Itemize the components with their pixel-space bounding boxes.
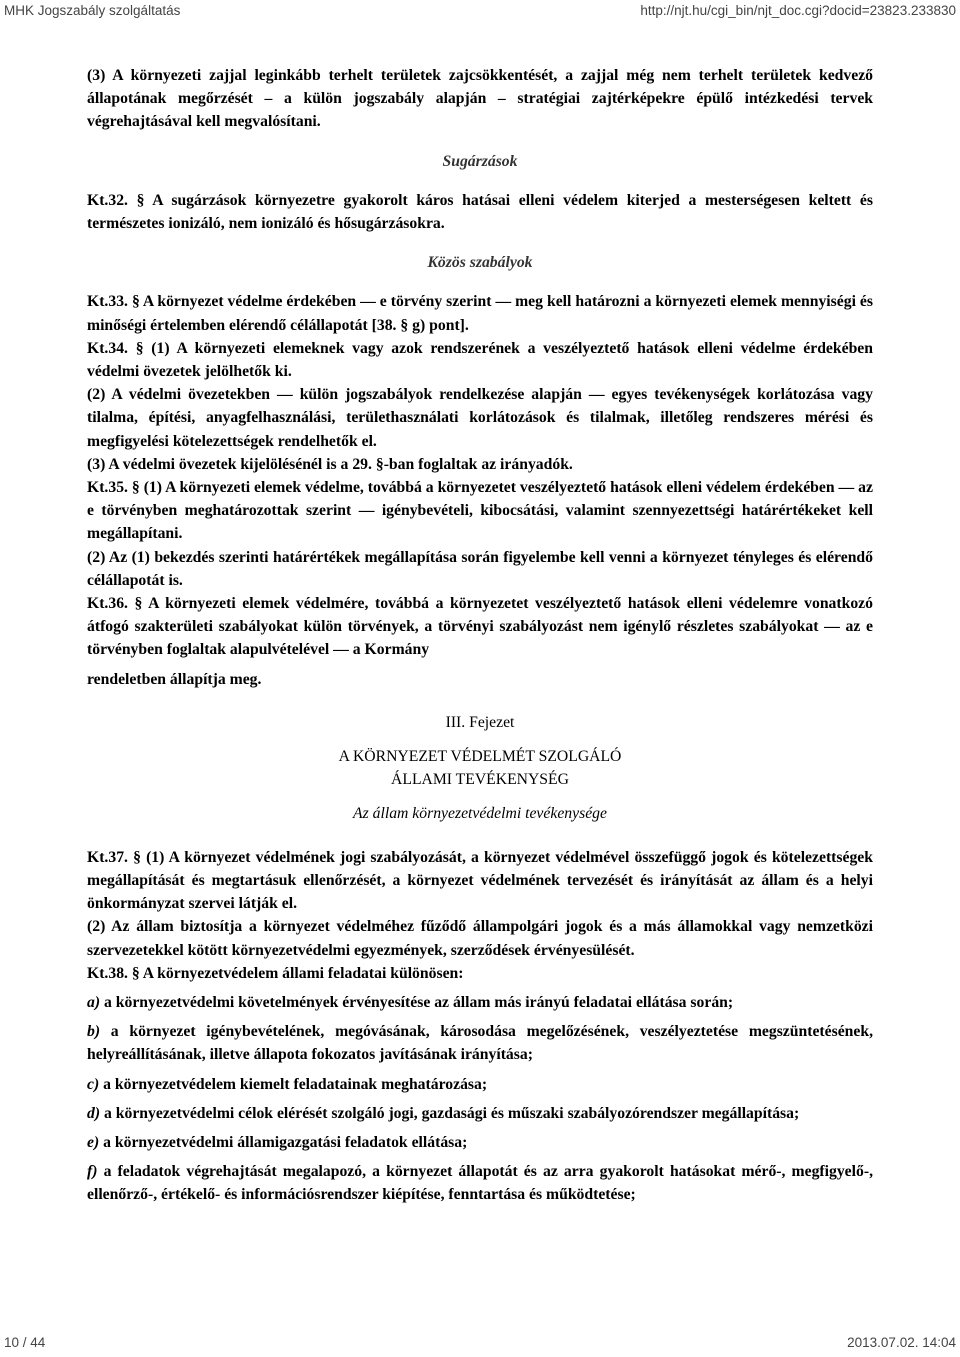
item-d xyxy=(87,1102,873,1125)
item-c-label: c) xyxy=(87,1075,100,1093)
item-e-label: e) xyxy=(87,1133,100,1151)
item-b-text: a környezet igénybevételének, megóvásának, károsodása megelőzésének, veszélyeztetése megszüntetésének, helyreállításának, illetve állapota fokozatos javításának irányítása; xyxy=(87,1023,873,1064)
section-kt34-2: (2) A védelmi övezetekben — külön jogszabályok rendelkezése alapján — egyes tevékenységek korlátozása vagy tilalma, építési, anyagfelhasználási, területhasználati korlátozások és tilalmak, illetőleg rendszeres mérési és megfigyelési kötelezettségek rendelhetők el. xyxy=(87,386,873,450)
heading-sugarzasok: Sugárzások xyxy=(442,152,518,170)
section-kt32: Kt.32. § A sugárzások környezetre gyakorolt káros hatásai elleni védelem kiterjed a mesterségesen keltett és természetes ionizáló, nem ionizáló és hősugárzásokra. xyxy=(87,191,873,233)
section-kt37-1: Kt.37. § (1) A környezet védelmének jogi szabályozását, a környezet védelmével összefüggő jogok és kötelezettségek megállapítását és megtartásuk ellenőrzését, a környezet védelmének tervezését és irányítását az állam és a helyi önkormányzat szervei látják el. xyxy=(87,848,873,913)
item-a-label: a) xyxy=(87,993,101,1011)
item-c xyxy=(87,1073,873,1096)
section-kt38: Kt.38. § A környezetvédelem állami feladatai különösen: xyxy=(87,964,464,982)
item-f-label: f) xyxy=(87,1163,98,1181)
print-datetime: 2013.07.02. 14:04 xyxy=(847,1335,956,1350)
item-c-text: a környezetvédelem kiemelt feladatainak meghatározása; xyxy=(99,1075,488,1093)
section-kt35-1: Kt.35. § (1) A környezeti elemek védelme, továbbá a környezetet veszélyeztető hatások elleni védelem érdekében — az e törvényben meghatározottak szerint — igénybevételi, kibocsátási, valamint szennyezettségi határértékeket kell megállapítani. xyxy=(87,479,873,543)
section-kt37-2: (2) Az állam biztosítja a környezet védelméhez fűződő állampolgári jogok és a más államokkal vagy nemzetközi szervezetekkel kötött környezetvédelmi egyezmények, szerződések érvényesülését. xyxy=(87,918,873,959)
chapter-subtitle: Az állam környezetvédelmi tevékenysége xyxy=(353,805,607,823)
header-url[interactable]: http://njt.hu/cgi_bin/njt_doc.cgi?docid=23823.233830 xyxy=(640,3,956,18)
page-number: 10 / 44 xyxy=(4,1335,46,1350)
page-footer xyxy=(4,1335,956,1353)
item-b xyxy=(87,1020,873,1066)
chapter-title-line1: A KÖRNYEZET VÉDELMÉT SZOLGÁLÓ xyxy=(338,748,622,766)
item-e-text: a környezetvédelmi államigazgatási feladatok ellátása; xyxy=(99,1133,468,1151)
item-f-text: a feladatok végrehajtását megalapozó, a környezet állapotát és az arra gyakorolt hatásokat mérő-, megfigyelő-, ellenőrző-, értékelő- és információsrendszer kiépítése, fenntartása és működtetése; xyxy=(87,1163,873,1204)
chapter-title-line2: ÁLLAMI TEVÉKENYSÉG xyxy=(391,771,569,789)
section-kt35-2: (2) Az (1) bekezdés szerinti határértékek megállapítása során figyelembe kell venni a környezet tényleges és elérendő célállapotát is. xyxy=(87,548,873,589)
item-d-label: d) xyxy=(87,1104,101,1122)
section-kt34-3: (3) A védelmi övezetek kijelölésénél is a 29. §-ban foglaltak az irányadók. xyxy=(87,455,573,473)
item-b-label: b) xyxy=(87,1023,101,1041)
item-f xyxy=(87,1160,873,1206)
section-kt34-1: Kt.34. § (1) A környezeti elemeknek vagy azok rendszerének a veszélyeztető hatások elleni védelme érdekében védelmi övezetek jelölhetők ki. xyxy=(87,339,873,381)
section-kt33: Kt.33. § A környezet védelme érdekében — e törvény szerint — meg kell határozni a környezeti elemek mennyiségi és minőségi értelemben elérendő célállapotát [38. § g) pont]. xyxy=(87,293,873,334)
document-body xyxy=(87,64,873,1207)
section-kt36: Kt.36. § A környezeti elemek védelmére, továbbá a környezetet veszélyeztető hatások elleni védelemre vonatkozó átfogó szakterületi szabályokat külön törvények, a törvényi szabályozást nem igénylő részletes szabályokat — az e törvényben foglaltak alapulvételével — a Kormány xyxy=(87,595,873,659)
item-a xyxy=(87,991,873,1014)
section-kt36-end: rendeletben állapítja meg. xyxy=(87,670,262,688)
chapter-number: III. Fejezet xyxy=(445,713,515,731)
item-a-text: a környezetvédelmi követelmények érvényesítése az állam más irányú feladatai ellátása során; xyxy=(100,993,734,1011)
page-header xyxy=(4,3,956,23)
heading-kozos-szabalyok: Közös szabályok xyxy=(427,254,533,272)
paragraph-3-zaj: (3) A környezeti zajjal leginkább terhelt területek zajcsökkentését, a zajjal még nem terhelt területek kedvező állapotának megőrzését – a külön jogszabály alapján – stratégiai zajtérképekre épülő intézkedési tervek végrehajtásával kell megvalósítani. xyxy=(87,67,873,131)
item-d-text: a környezetvédelmi célok elérését szolgáló jogi, gazdasági és műszaki szabályozórendszer megállapítása; xyxy=(100,1104,800,1122)
item-e xyxy=(87,1131,873,1154)
header-source: MHK Jogszabály szolgáltatás xyxy=(4,3,181,18)
